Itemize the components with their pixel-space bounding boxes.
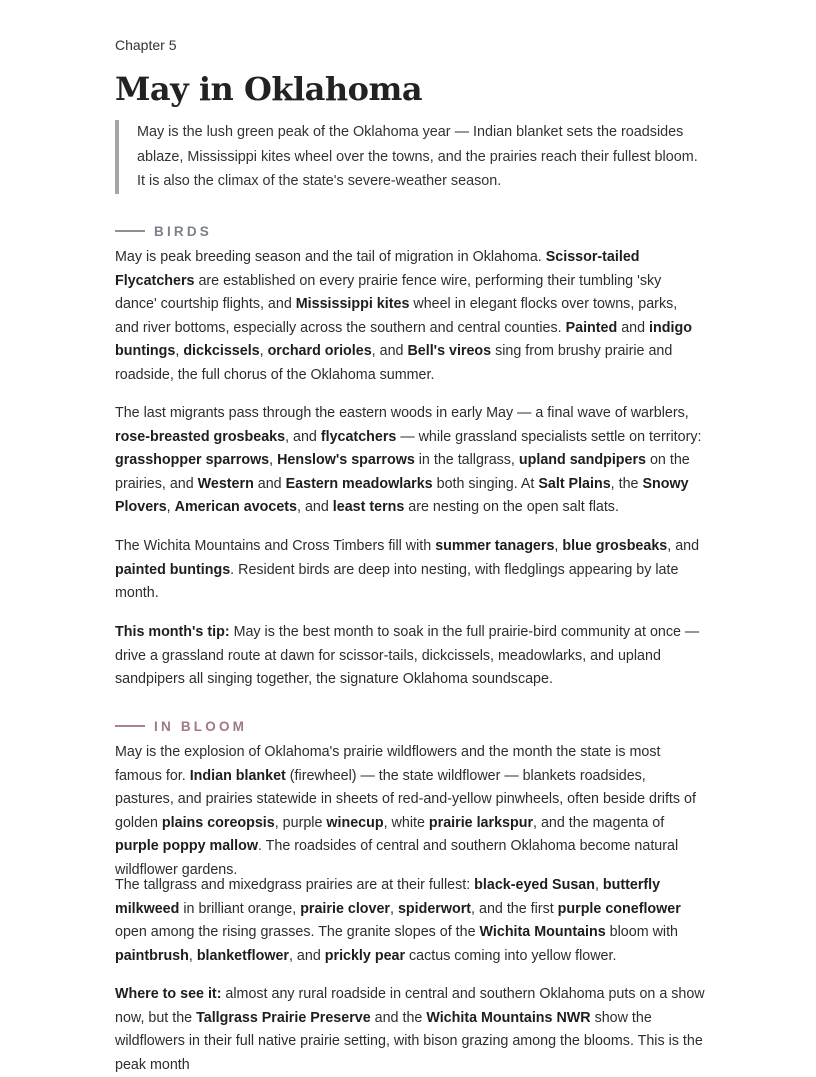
bold-term: plains coreopsis bbox=[161, 814, 275, 831]
bold-term: summer tanagers bbox=[435, 538, 555, 554]
text-run: , and bbox=[297, 499, 333, 515]
page-title: May in Oklahoma bbox=[115, 70, 423, 108]
text-run: , and bbox=[667, 538, 700, 554]
bold-term: Eastern meadowlarks bbox=[285, 475, 433, 492]
bold-term: This month's tip: bbox=[115, 624, 230, 640]
text-run: both singing. At bbox=[432, 475, 539, 492]
text-run: The tallgrass and mixedgrass prairies are at their fullest: bbox=[115, 877, 475, 893]
text-run: sing from brushy prairie and roadside, the full chorus of the Oklahoma summer. bbox=[115, 343, 673, 383]
bold-term: Salt Plains bbox=[538, 475, 611, 492]
text-run: May is peak breeding season and the tail of migration in Oklahoma. bbox=[115, 249, 546, 265]
bloom-paragraph bbox=[115, 874, 705, 968]
bold-term: Western bbox=[197, 475, 254, 492]
text-run: , and the first bbox=[471, 900, 558, 917]
bold-term: purple coneflower bbox=[557, 900, 681, 917]
text-run: , bbox=[390, 900, 398, 917]
bold-term: indigo buntings bbox=[115, 319, 692, 359]
text-run: The last migrants pass through the eastern woods in early May — a final wave of warblers, bbox=[115, 405, 689, 421]
bold-term: Wichita Mountains bbox=[479, 924, 606, 940]
section-rule bbox=[115, 230, 145, 232]
text-run: , the bbox=[610, 475, 643, 492]
bold-term: prickly pear bbox=[324, 947, 406, 964]
bold-term: upland sandpipers bbox=[518, 452, 646, 468]
text-run: . Resident birds are deep into nesting, with fledglings appearing by late month. bbox=[115, 561, 679, 601]
text-run: , and bbox=[288, 947, 325, 964]
text-run: cactus coming into yellow flower. bbox=[405, 947, 617, 964]
birds-paragraph bbox=[115, 402, 705, 520]
text-run: The Wichita Mountains and Cross Timbers fill with bbox=[115, 538, 436, 554]
bold-term: prairie clover bbox=[300, 900, 390, 917]
chapter-label: Chapter 5 bbox=[115, 37, 177, 53]
text-run: , bbox=[594, 877, 603, 893]
text-run: show the wildflowers in their full native prairie setting, with bison grazing among the blooms. This is the peak month bbox=[115, 1009, 703, 1073]
section-rule bbox=[115, 725, 145, 727]
bold-term: purple poppy mallow bbox=[115, 838, 258, 854]
text-run: , and bbox=[371, 343, 408, 359]
bloom-paragraph bbox=[115, 741, 705, 882]
intro-blockquote: May is the lush green peak of the Oklahoma year — Indian blanket sets the roadsides ablaze, Mississippi kites wheel over the towns, and the prairies reach their fullest bloom. It is also the climax of the state's severe-weather season. bbox=[115, 120, 703, 194]
bold-term: winecup bbox=[326, 814, 384, 831]
text-run: and the bbox=[370, 1009, 427, 1026]
bold-term: rose-breasted grosbeaks bbox=[115, 428, 286, 445]
text-run: (firewheel) — the state wildflower — blankets roadsides, pastures, and prairies statewide in sheets of red-and-yellow pinwheels, often beside drifts of golden bbox=[115, 767, 696, 831]
text-run: — while grassland specialists settle on territory: bbox=[396, 428, 702, 445]
bold-term: blanketflower bbox=[196, 947, 289, 964]
text-run: wheel in elegant flocks over towns, parks, and river bottoms, especially across the southern and central counties. bbox=[115, 296, 678, 336]
bold-term: blue grosbeaks bbox=[562, 538, 668, 554]
birds-paragraph bbox=[115, 246, 705, 387]
bloom-where-paragraph bbox=[115, 983, 705, 1077]
bold-term: paintbrush bbox=[115, 947, 189, 964]
bold-term: Tallgrass Prairie Preserve bbox=[196, 1009, 371, 1026]
text-run: and bbox=[253, 475, 286, 492]
bold-term: orchard orioles bbox=[267, 343, 372, 359]
text-run: in brilliant orange, bbox=[179, 900, 301, 917]
text-run: , bbox=[188, 947, 197, 964]
bold-term: Painted bbox=[565, 319, 618, 336]
bold-term: American avocets bbox=[174, 499, 298, 515]
text-run: May is the best month to soak in the full prairie-bird community at once — drive a grassland route at dawn for scissor-tails, dickcissels, meadowlarks, and upland sandpipers all singing together, the signature Oklahoma soundscape. bbox=[115, 624, 700, 687]
text-run: . The roadsides of central and southern Oklahoma become natural wildflower gardens. bbox=[115, 838, 679, 878]
section-header-in-bloom bbox=[115, 717, 247, 735]
text-run: are established on every prairie fence wire, performing their tumbling 'sky dance' courtship flights, and bbox=[115, 272, 662, 312]
text-run: , bbox=[554, 538, 563, 554]
section-label-in-bloom: IN BLOOM bbox=[154, 718, 248, 734]
bold-term: Scissor-tailed Flycatchers bbox=[115, 249, 640, 289]
section-label-birds: BIRDS bbox=[154, 223, 213, 239]
bold-term: Bell's vireos bbox=[407, 343, 492, 359]
text-run: almost any rural roadside in central and southern Oklahoma puts on a show now, but the bbox=[115, 986, 705, 1026]
text-run: , white bbox=[383, 814, 429, 831]
text-run: , bbox=[166, 499, 175, 515]
text-run: in the tallgrass, bbox=[414, 452, 519, 468]
text-run: , bbox=[175, 343, 184, 359]
bold-term: dickcissels bbox=[183, 343, 260, 359]
bold-term: grasshopper sparrows bbox=[115, 452, 270, 468]
bold-term: Mississippi kites bbox=[295, 296, 410, 312]
bold-term: prairie larkspur bbox=[428, 814, 534, 831]
birds-tip-paragraph bbox=[115, 621, 705, 692]
text-run: open among the rising grasses. The granite slopes of the bbox=[115, 924, 480, 940]
bold-term: butterfly milkweed bbox=[115, 877, 661, 917]
text-run: , bbox=[269, 452, 278, 468]
text-run: , and bbox=[285, 428, 321, 445]
bold-term: Wichita Mountains NWR bbox=[426, 1009, 591, 1026]
bold-term: Snowy Plovers bbox=[115, 475, 689, 515]
bold-term: painted buntings bbox=[115, 561, 231, 578]
text-run: and bbox=[617, 319, 650, 336]
text-run: are nesting on the open salt flats. bbox=[404, 499, 619, 515]
text-run: , and the magenta of bbox=[533, 814, 665, 831]
bold-term: Where to see it: bbox=[115, 986, 222, 1002]
bold-term: Indian blanket bbox=[189, 767, 286, 784]
text-run: , bbox=[259, 343, 268, 359]
text-run: on the prairies, and bbox=[115, 452, 690, 492]
birds-paragraph bbox=[115, 535, 705, 606]
bold-term: spiderwort bbox=[397, 900, 472, 917]
bold-term: black-eyed Susan bbox=[474, 877, 595, 893]
bold-term: Henslow's sparrows bbox=[277, 452, 415, 468]
bold-term: least terns bbox=[332, 499, 405, 515]
section-header-birds bbox=[115, 222, 212, 240]
text-run: , purple bbox=[274, 814, 327, 831]
bold-term: flycatchers bbox=[320, 428, 397, 445]
text-run: bloom with bbox=[605, 924, 679, 940]
text-run: May is the explosion of Oklahoma's prairie wildflowers and the month the state is most famous for. bbox=[115, 744, 661, 784]
